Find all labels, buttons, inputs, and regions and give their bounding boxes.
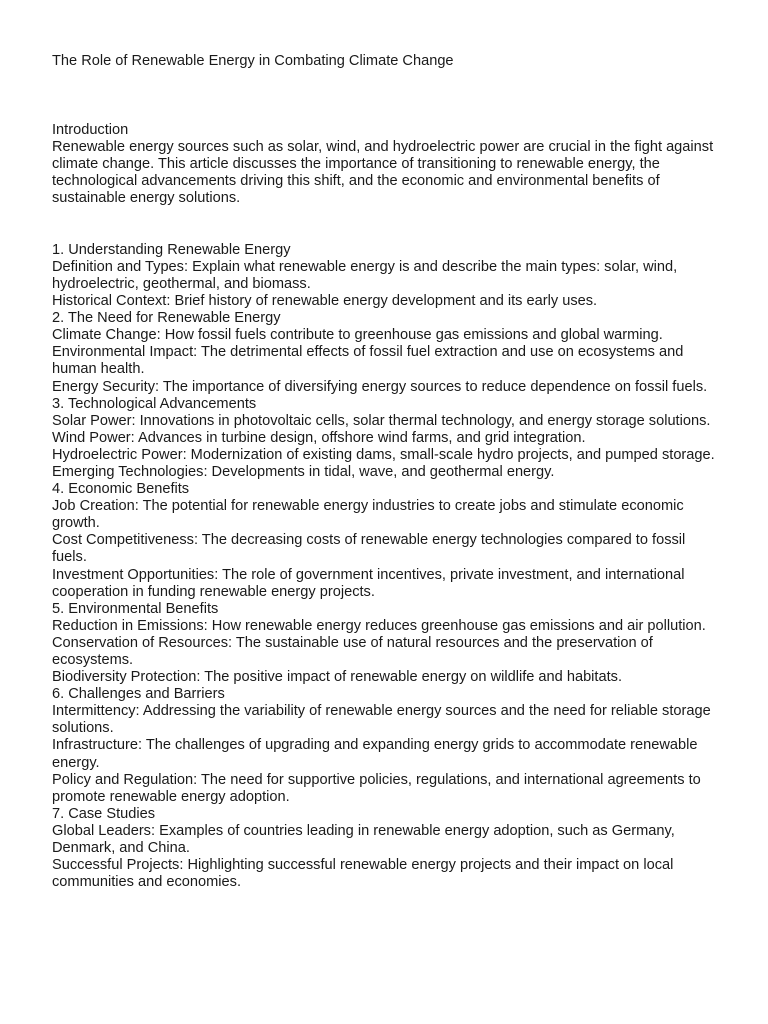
outline-item: Global Leaders: Examples of countries leading in renewable energy adoption, such as Germany, Denmark, and China. [52, 822, 675, 857]
section-heading: 5. Environmental Benefits [52, 600, 219, 617]
outline-item: Hydroelectric Power: Modernization of existing dams, small-scale hydro projects, and pumped storage. [52, 446, 715, 463]
outline-item: Policy and Regulation: The need for supportive policies, regulations, and international agreements to promote renewable energy adoption. [52, 771, 701, 805]
section-technological-advancements [52, 396, 722, 481]
outline-item: Wind Power: Advances in turbine design, offshore wind farms, and grid integration. [52, 429, 586, 446]
section-challenges-and-barriers [52, 686, 722, 806]
document-title: The Role of Renewable Energy in Combating Climate Change [52, 53, 454, 69]
outline-item: Definition and Types: Explain what renewable energy is and describe the main types: solar, wind, hydroelectric, geothermal, and biomass. [52, 258, 678, 292]
outline-item: Successful Projects: Highlighting successful renewable energy projects and their impact on local communities and economies. [52, 857, 674, 891]
outline-item: Conservation of Resources: The sustainable use of natural resources and the preservation of ecosystems. [52, 634, 653, 668]
outline-item: Investment Opportunities: The role of government incentives, private investment, and international cooperation in funding renewable energy projects. [52, 566, 685, 600]
outline-sections [52, 242, 722, 892]
section-heading: 4. Economic Benefits [52, 481, 190, 498]
introduction-heading: Introduction [52, 122, 129, 139]
section-case-studies [52, 806, 722, 891]
outline-item: Environmental Impact: The detrimental effects of fossil fuel extraction and use on ecosystems and human health. [52, 344, 684, 378]
section-heading: 1. Understanding Renewable Energy [52, 241, 291, 258]
section-gap [52, 208, 722, 242]
outline-item: Solar Power: Innovations in photovoltaic cells, solar thermal technology, and energy storage solutions. [52, 412, 711, 429]
outline-item: Climate Change: How fossil fuels contribute to greenhouse gas emissions and global warming. [52, 327, 663, 344]
introduction-text: Renewable energy sources such as solar, wind, and hydroelectric power are crucial in the fight against climate change. This article discusses the importance of transitioning to renewable energy, the technological advancements driving this shift, and the economic and environmental benefits of sustainable energy solutions. [52, 139, 714, 207]
outline-item: Infrastructure: The challenges of upgrading and expanding energy grids to accommodate renewable energy. [52, 737, 698, 771]
outline-item: Historical Context: Brief history of renewable energy development and its early uses. [52, 293, 598, 310]
outline-item: Emerging Technologies: Developments in tidal, wave, and geothermal energy. [52, 463, 555, 480]
section-heading: 7. Case Studies [52, 805, 156, 822]
document-page [52, 53, 722, 891]
section-heading: 2. The Need for Renewable Energy [52, 310, 281, 327]
section-heading: 6. Challenges and Barriers [52, 686, 225, 703]
section-environmental-benefits [52, 601, 722, 686]
outline-item: Biodiversity Protection: The positive impact of renewable energy on wildlife and habitats. [52, 669, 623, 686]
section-heading: 3. Technological Advancements [52, 395, 257, 412]
outline-item: Reduction in Emissions: How renewable energy reduces greenhouse gas emissions and air pollution. [52, 617, 706, 634]
introduction-section [52, 122, 722, 207]
outline-item: Intermittency: Addressing the variability of renewable energy sources and the need for reliable storage solutions. [52, 703, 711, 737]
outline-item: Energy Security: The importance of diversifying energy sources to reduce dependence on fossil fuels. [52, 378, 708, 395]
outline-item: Job Creation: The potential for renewable energy industries to create jobs and stimulate economic growth. [52, 498, 684, 532]
section-need-for-renewable-energy [52, 310, 722, 395]
section-understanding-renewable-energy [52, 242, 722, 310]
section-economic-benefits [52, 481, 722, 601]
outline-item: Cost Competitiveness: The decreasing costs of renewable energy technologies compared to fossil fuels. [52, 532, 686, 566]
